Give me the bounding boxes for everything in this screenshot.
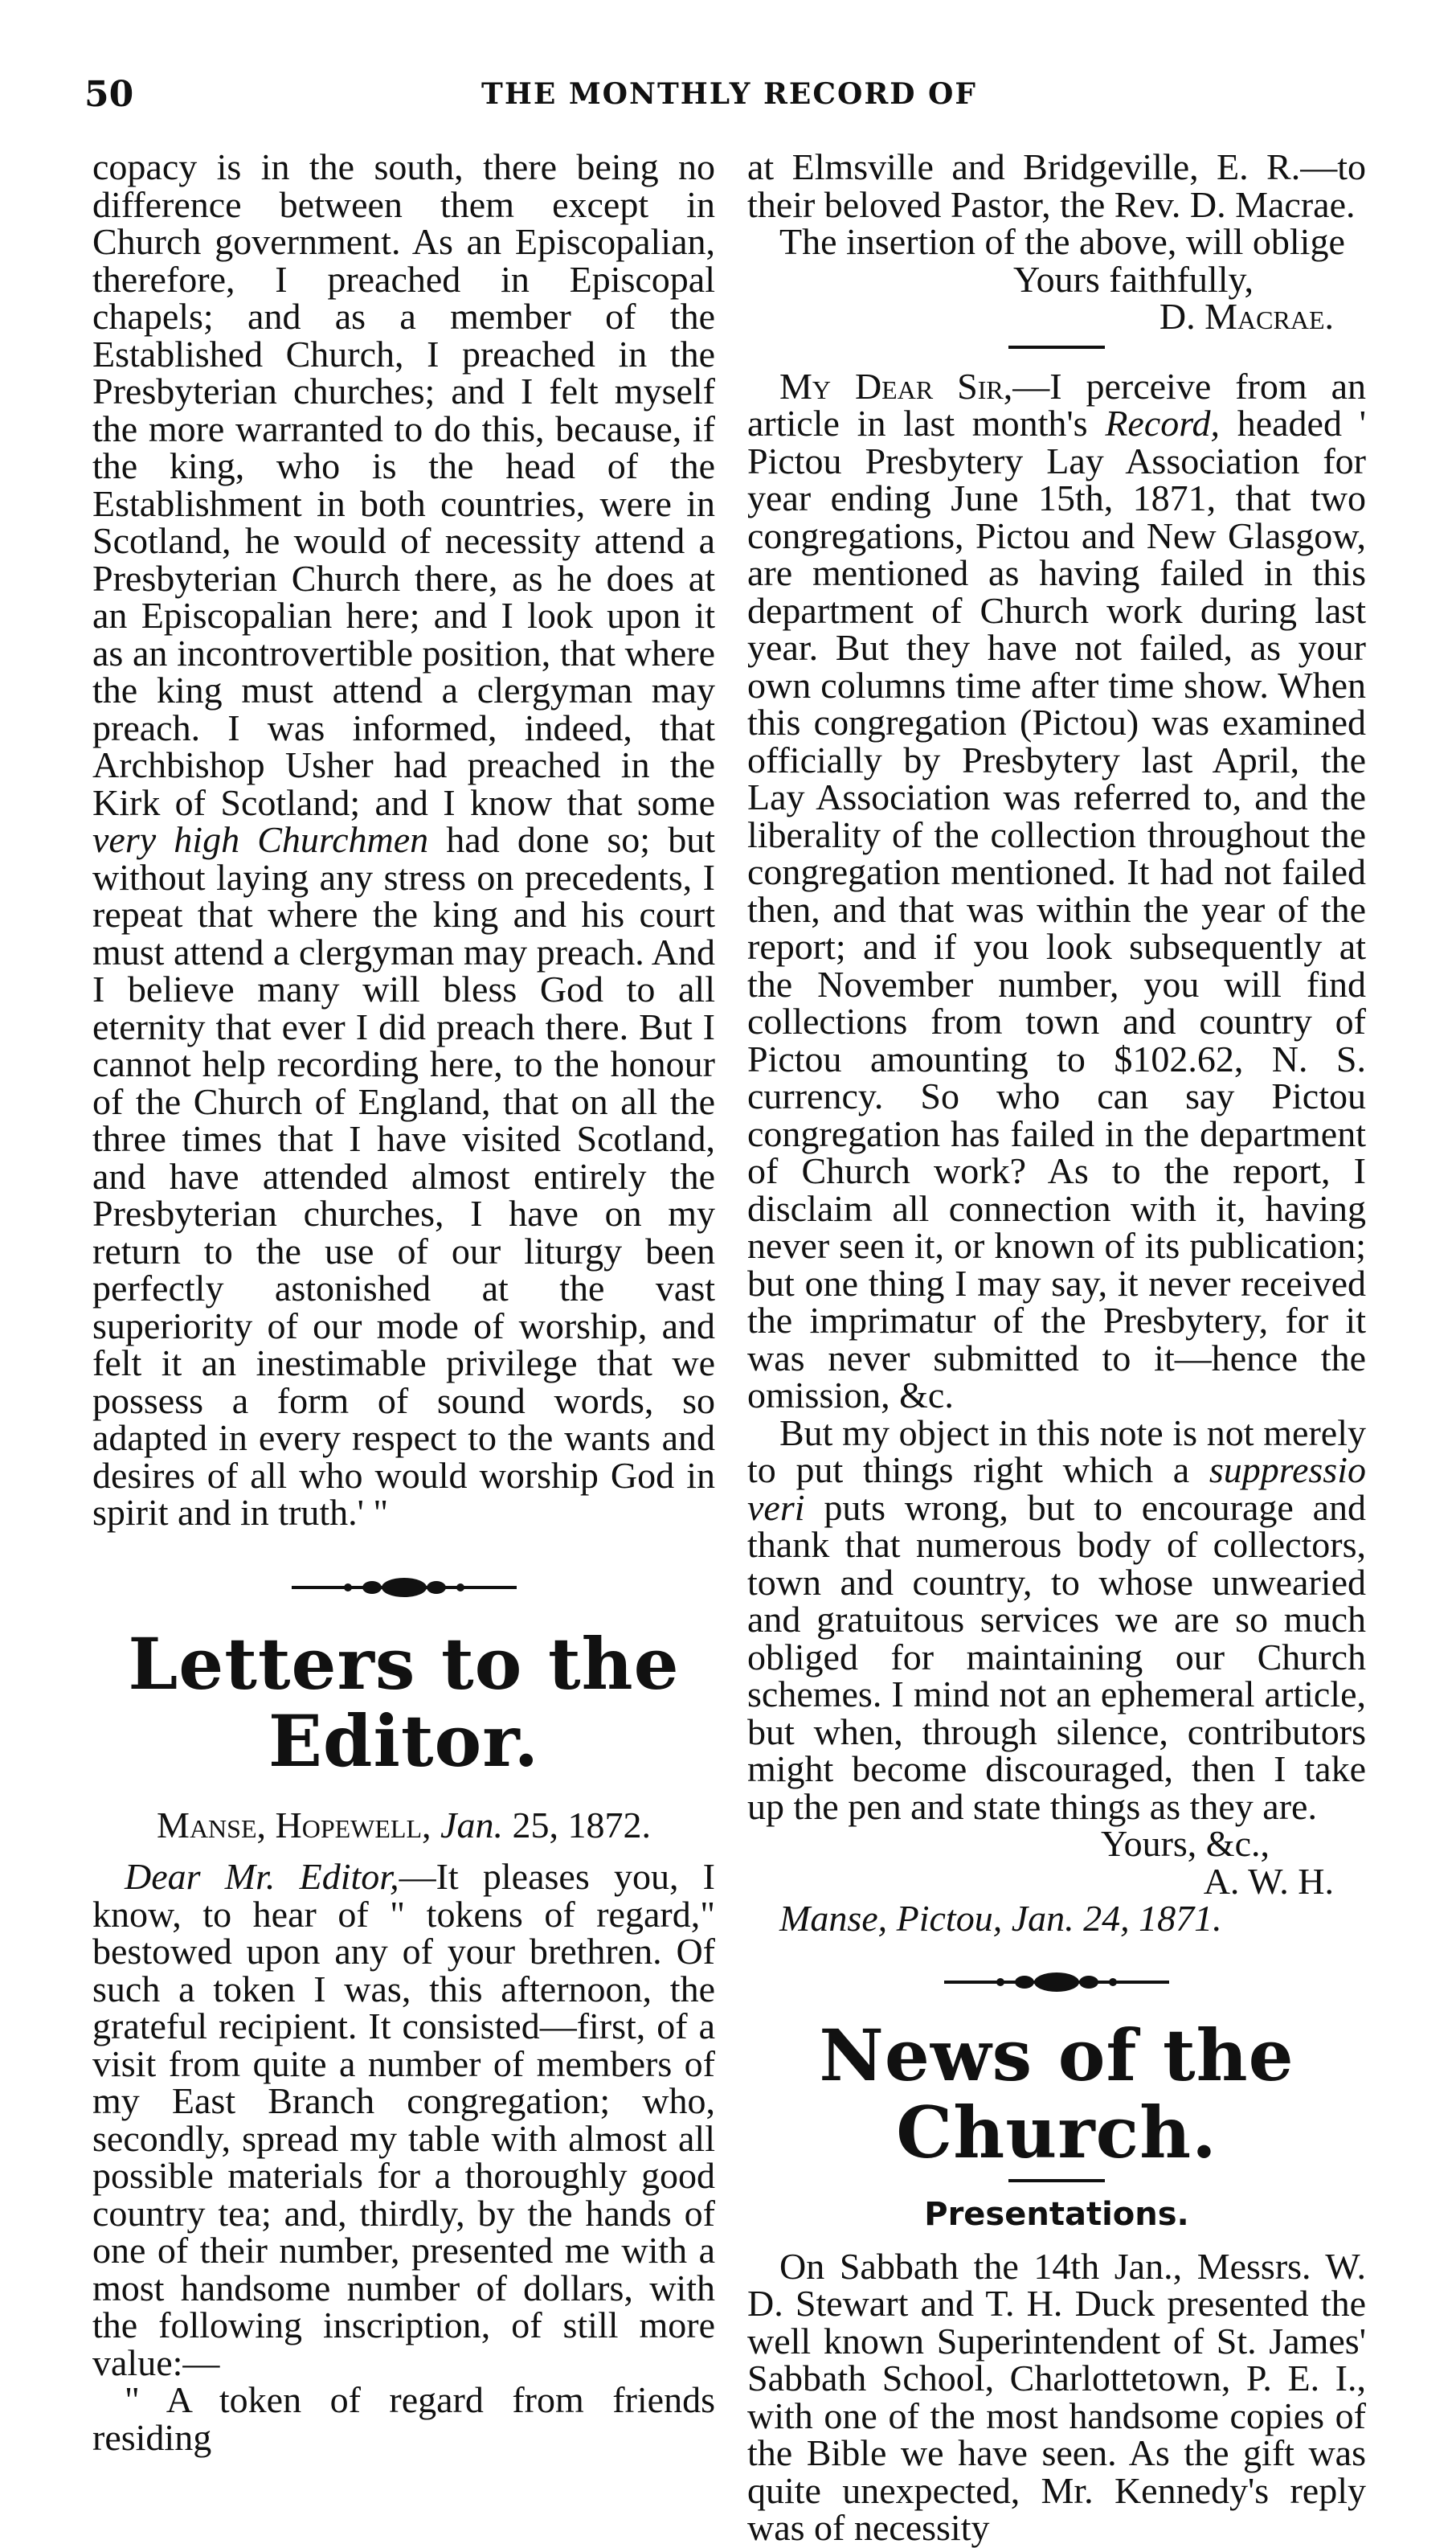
running-title: THE MONTHLY RECORD OF [481,77,977,111]
left-column [92,146,715,2458]
latin-phrase: suppressio veri [747,1449,1366,1528]
letter-dateline [92,1804,715,1845]
subsection-heading: Presentations. [924,2195,1189,2233]
letter-closing: Yours faithfully, [1012,258,1254,300]
ornament-divider-2 [747,1954,1366,2010]
page-header [84,74,1374,130]
dateline-place: Manse, Hopewell, [157,1804,431,1845]
letter-salutation: Dear Mr. Editor, [125,1856,399,1897]
second-letter-signature: A. W. H. [1203,1860,1334,1902]
ornament-divider [92,1559,715,1616]
letter-paragraph [92,1858,715,2382]
insertion-request: The insertion of the above, will oblige [779,221,1345,262]
para2-start: But my object in this note is not merely to put things right which a [747,1411,1366,1490]
section-title-news: News of the Church. [819,2013,1294,2174]
letter-signature: D. Macrae. [1159,296,1334,337]
record-italic: Record, [1105,403,1220,444]
continuation-paragraph [92,146,715,1533]
second-letter-body-2: headed ' Pictou Presbytery Lay Association for year ending June 15th, 1871, that two congregations, Pictou and New Glasgow, are mentioned as having failed in this department of Church work during last year. But they have not failed, as your own columns time after time show. When this congregation (Pictou) was examined officially by Presbytery last April, the Lay Association was referred to, and the liberality of the collection throughout the congregation mentioned. It had not failed then, and that was within the year of the report; and if you look subsequently at the November number, you will find collections from town and country of Pictou amounting to $102.62, N. S. currency. So who can say Pictou congregation has failed in the department of Church work? As to the report, I disclaim all connection with it, having never seen it, or known of its publication; but one thing I may say, it never received the imprimatur of the Presbytery, for it was never submitted to it—hence the omission, &c. [747,403,1366,1415]
dateline-rest: 25, 1872. [512,1804,651,1845]
continuation-text-2: had done so; but without laying any stress on precedents, I repeat that where the king and his court must attend a clergyman may preach. And I believe many will bless God to all eternity that ever I did preach there. But I cannot help recording here, to the honour of the Church of England, that on all the three times that I have visited Scotland, and have attended almost entirely the Presbyterian churches, I have on my return to the use of our liturgy been perfectly astonished at the vast superiority of our mode of worship, and felt it an inestimable privilege that we possess a form of sound words, so adapted in every respect to the wants and desires of all who would worship God in spirit and in truth.' " [92,819,715,1533]
second-letter-closing: Yours, &c., [1100,1823,1270,1864]
dateline-month: Jan. [440,1804,503,1845]
second-letter-paragraph [747,365,1366,1415]
second-letter-dateline: Manse, Pictou, Jan. 24, 1871. [779,1898,1222,1939]
second-letter-salutation: My Dear Sir, [779,365,1013,407]
ornament-icon [936,1966,1177,1998]
presentations-paragraph: On Sabbath the 14th Jan., Messrs. W. D. Stewart and T. H. Duck presented the well known Superintendent of St. James' Sabbath School, Charlottetown, P. E. I., with one of the most handsome copies of the Bible we have seen. As the gift was quite unexpected, Mr. Kennedy's reply was of necessity [747,2245,1366,2548]
letter-continuation: at Elmsville and Bridgeville, E. R.—to their beloved Pastor, the Rev. D. Macrae. [747,146,1366,225]
right-column [747,146,1367,2548]
ornament-icon [284,1571,525,1604]
continuation-italic: very high Churchmen [92,819,429,860]
second-letter-body: —I perceive from an article in last month's [747,365,1366,444]
short-divider-2 [1008,2179,1105,2182]
letter-body: —It pleases you, I know, to hear of " tokens of regard," bestowed upon any of your brethren. Of such a token I was, this afternoon, the grateful recipient. It consisted—first, of a visit from quite a number of members of my East Branch congregation; who, secondly, spread my table with almost all possible materials for a thoroughly good country tea; and, thirdly, by the hands of one of their number, presented me with a most handsome number of dollars, with the following inscription, of still more value:— [92,1856,715,2383]
short-divider [1008,346,1105,349]
inscription-start: " A token of regard from friends residing [92,2379,715,2458]
para2-rest: puts wrong, but to encourage and thank that numerous body of collectors, town and country, to whose unwearied and gratuitous services we are so much obliged for maintaining our Church schemes. I mind not an ephemeral article, but when, through silence, contributors might become discouraged, then I take up the pen and state things as they are. [747,1486,1367,1827]
second-letter-paragraph-2 [747,1411,1367,1827]
section-title-letters: Letters to the Editor. [128,1621,680,1783]
page-number: 50 [84,74,134,115]
continuation-text: copacy is in the south, there being no difference between them except in Church government. As an Episcopalian, therefore, I preached in Episcopal chapels; and as a member of the Established Church, I preached in the Presbyterian churches; and I felt myself the more warranted to do this, because, if the king, who is the head of the Establishment in both countries, were in Scotland, he would of necessity attend a Presbyterian Church there, as he does at an Episcopalian here; and I look upon it as an incontrovertible position, that where the king must attend a clergyman may preach. I was informed, indeed, that Archbishop Usher had preached in the Kirk of Scotland; and I know that some [92,146,715,823]
